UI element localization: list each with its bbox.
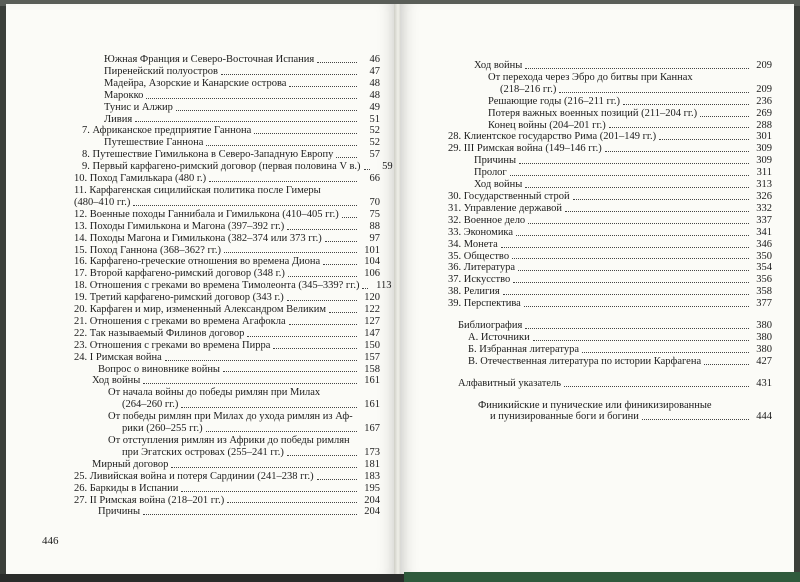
toc-entry [448,191,772,203]
toc-entry-page: 326 [756,190,772,202]
toc-entry-title: Пиренейский полуостров [104,65,218,77]
toc-entry-page: 204 [364,506,380,518]
toc-entry [62,328,380,340]
toc-entry-page: 350 [756,250,772,262]
toc-entry-page: 427 [756,355,772,367]
toc-entry [448,108,772,120]
toc-entry-title: 35. Общество [448,250,510,262]
dot-leader [564,386,749,387]
dot-leader [525,68,749,69]
toc-entry-page: 431 [756,377,772,389]
toc-entry-page: 97 [369,232,380,244]
toc-entry-page: 204 [364,494,380,506]
toc-entry-page: 75 [369,208,380,220]
toc-entry-title: 24. I Римская война [74,351,162,363]
toc-entry-title: 36. Литература [448,262,515,274]
toc-entry-page: 47 [369,65,380,77]
toc-entry [448,120,772,132]
toc-entry-title: 19. Третий карфагено-римский договор (343 г.) [74,292,284,304]
toc-entry [62,221,380,233]
dot-leader [700,116,749,117]
toc-entry-title: 17. Второй карфагено-римский договор (348 г.) [74,268,285,280]
toc-entry [62,149,380,161]
toc-entry-page: 195 [364,482,380,494]
dot-leader [181,407,357,408]
toc-entry-title: 25. Ливийская война и потеря Сардинии (241–238 гг.) [74,470,314,482]
toc-entry [62,197,380,209]
toc-entry-page: 46 [369,54,380,65]
toc-entry-title: Причины [98,506,141,518]
toc-entry-title: (480–410 гг.) [74,196,131,208]
toc-entry-page: 161 [364,375,380,387]
toc-entry-title: Тунис и Алжир [104,101,173,113]
toc-entry [448,251,772,263]
toc-entry-title: 8. Путешествие Гимилькона в Северо-Западную Европу [82,149,334,161]
toc-entry [448,274,772,286]
toc-entry-line: От начала войны до победы римлян при Милах [108,387,321,399]
toc-entry-page: 52 [369,137,380,149]
toc-entry-page: 209 [756,60,772,71]
toc-entry-title: 12. Военные походы Ганнибала и Гимилькона (410–405 гг.) [74,208,339,220]
toc-entry-page: 380 [756,343,772,355]
toc-entry-title: 26. Баркиды в Испании [74,482,179,494]
toc-entry [62,233,380,245]
dot-leader [642,419,749,420]
toc-entry [448,286,772,298]
toc-entry-page: 49 [369,101,380,113]
dot-leader [317,62,357,63]
toc-entry [62,483,380,495]
dot-leader [247,336,357,337]
dot-leader [133,205,357,206]
toc-entry-title: при Эгатских островах (255–241 гг.) [122,446,284,458]
toc-entry-title: Южная Франция и Северо-Восточная Испания [104,54,315,65]
toc-entry [62,137,380,149]
toc-entry-title: рики (260–255 гг.) [122,423,203,435]
toc-entry-title: 32. Военное дело [448,214,526,226]
toc-entry-page: 183 [364,470,380,482]
toc-entry-page: 51 [369,113,380,125]
toc-entry [62,471,380,483]
toc-entry [448,131,772,143]
toc-entry-page: 150 [364,339,380,351]
toc-entry-title: 14. Походы Магона и Гимилькона (382–374 или 373 гг.) [74,232,322,244]
toc-entry-title: Ливия [104,113,133,125]
dot-leader [510,175,749,176]
toc-entry [62,506,380,518]
toc-entry-title: 15. Поход Ганнона (368–362? гг.) [74,244,222,256]
toc-entry-page: 120 [364,292,380,304]
cover-edge [404,572,800,582]
dot-leader [206,145,357,146]
dot-leader [605,151,749,152]
toc-entry-title: Мирный договор [92,458,169,470]
toc-entry-title: 13. Походы Гимилькона и Магона (397–392 гг.) [74,220,285,232]
toc-entry-line: От отступления римлян из Африки до победы римлян [108,435,350,446]
toc-entry-title: 10. Поход Гамилькара (480 г.) [74,173,207,185]
toc-entry-line: От перехода через Эбро до битвы при Каннах [488,71,693,83]
right-toc-list [448,60,772,423]
dot-leader [659,139,749,140]
toc-entry-title: Библиография [458,320,523,332]
toc-entry-line: Финикийские и пунические или финикизированные [478,399,712,411]
toc-entry [62,161,393,173]
dot-leader [609,127,749,128]
dot-leader [273,348,357,349]
dot-leader [342,217,357,218]
toc-entry [62,316,380,328]
toc-entry-page: 301 [756,131,772,143]
toc-spacer [448,310,772,320]
toc-entry-page: 70 [369,196,380,208]
toc-entry-title: 31. Управление державой [448,202,562,214]
toc-entry [448,411,772,423]
toc-entry-page: 57 [369,149,380,161]
toc-entry [62,292,380,304]
dot-leader [289,86,357,87]
dot-leader [223,371,357,372]
dot-leader [704,364,749,365]
toc-entry-title: Решающие годы (216–211 гг.) [488,95,620,107]
toc-entry [62,209,380,221]
toc-entry-title: Пролог [474,167,507,179]
toc-entry-page: 52 [369,125,380,137]
dot-leader [525,328,749,329]
dot-leader [573,199,749,200]
dot-leader [287,300,357,301]
toc-entry-page: 113 [376,280,392,292]
toc-entry-page: 209 [756,83,772,95]
toc-entry-page: 356 [756,274,772,286]
dot-leader [325,241,357,242]
toc-entry [62,459,380,471]
toc-entry-page: 337 [756,214,772,226]
toc-entry-title: В. Отечественная литература по истории Карфагена [468,355,702,367]
toc-entry-page: 358 [756,286,772,298]
toc-entry [448,96,772,108]
toc-entry [448,215,772,227]
toc-entry-page: 332 [756,202,772,214]
toc-entry-title: 27. II Римская война (218–201 гг.) [74,494,225,506]
toc-entry [62,125,380,137]
toc-entry-page: 104 [364,256,380,268]
toc-entry [62,102,380,114]
toc-entry-page: 88 [369,220,380,232]
toc-entry [62,78,380,90]
dot-leader [287,229,357,230]
toc-entry-title: Б. Избранная литература [468,343,579,355]
dot-leader [518,270,749,271]
background-edge [0,574,404,582]
toc-entry-page: 173 [364,446,380,458]
toc-entry-title: 22. Так называемый Филинов договор [74,327,245,339]
toc-entry-page: 101 [364,244,380,256]
toc-entry [448,143,772,155]
toc-entry [62,423,380,435]
toc-entry-page: 59 [382,161,393,173]
toc-entry-title: Причины [474,155,517,167]
dot-leader [135,121,357,122]
toc-entry [62,114,380,126]
dot-leader [516,235,749,236]
dot-leader [176,110,357,111]
toc-entry [62,495,380,507]
toc-entry-page: 380 [756,331,772,343]
toc-entry-title: 28. Клиентское государство Рима (201–149 гг.) [448,131,657,143]
toc-entry [448,332,772,344]
dot-leader [317,479,357,480]
toc-entry-page: 48 [369,89,380,101]
dot-leader [336,157,357,158]
toc-entry-page: 158 [364,363,380,375]
toc-entry [62,54,380,66]
toc-entry-title: 38. Религия [448,286,500,298]
left-page [6,4,397,576]
toc-entry-title: и пунизированные боги и богини [490,411,639,423]
toc-entry [448,262,772,274]
left-toc-list [62,54,393,518]
toc-entry [448,344,772,356]
toc-entry-page: 309 [756,155,772,167]
toc-entry-title: (218–216 гг.) [500,83,557,95]
toc-entry-title: 29. III Римская война (149–146 гг.) [448,143,602,155]
toc-entry [62,304,380,316]
toc-entry [62,173,380,185]
toc-entry-page: 346 [756,238,772,250]
toc-entry-title: 21. Отношения с греками во времена Агафокла [74,315,286,327]
toc-entry-page: 147 [364,327,380,339]
dot-leader [503,294,749,295]
toc-entry-page: 106 [364,268,380,280]
toc-entry-title: Потеря важных военных позиций (211–204 гг.) [488,107,698,119]
dot-leader [221,74,357,75]
toc-entry-title: Алфавитный указатель [458,377,562,389]
dot-leader [181,491,357,492]
toc-entry-line: От победы римлян при Милах до ухода римлян из Аф- [108,411,353,423]
toc-entry-title: 30. Государственный строй [448,190,570,202]
dot-leader [513,282,749,283]
toc-entry [62,364,380,376]
toc-entry-page: 444 [756,411,772,423]
dot-leader [143,514,357,515]
dot-leader [528,223,749,224]
dot-leader [559,92,749,93]
toc-entry-title: 39. Перспектива [448,298,521,310]
toc-spacer [448,368,772,378]
toc-entry [448,179,772,191]
toc-entry-page: 167 [364,423,380,435]
dot-leader [289,324,357,325]
dot-leader [143,383,357,384]
dot-leader [364,169,370,170]
toc-entry-title: 7. Африканское предприятие Ганнона [82,125,252,137]
toc-entry-title: 37. Искусство [448,274,511,286]
toc-entry-page: 48 [369,77,380,89]
dot-leader [171,467,357,468]
toc-entry-page: 354 [756,262,772,274]
toc-entry [62,399,380,411]
toc-entry [448,239,772,251]
toc-entry [62,375,380,387]
dot-leader [165,360,357,361]
toc-entry-page: 341 [756,226,772,238]
dot-leader [582,352,749,353]
dot-leader [288,276,357,277]
toc-entry [62,280,392,292]
toc-entry-title: Ход войны [474,179,523,191]
toc-entry [448,84,772,96]
toc-entry [448,320,772,332]
toc-entry [62,245,380,257]
dot-leader [623,104,749,105]
toc-entry-title: 18. Отношения с греками во времена Тимолеонта (345–339? гг.) [74,280,360,292]
toc-entry-page: 313 [756,179,772,191]
toc-entry-page: 269 [756,107,772,119]
toc-entry [62,352,380,364]
toc-entry [448,155,772,167]
toc-entry [62,268,380,280]
toc-entry-page: 127 [364,315,380,327]
dot-leader [146,98,357,99]
toc-entry-title: 34. Монета [448,238,498,250]
toc-entry-title: А. Источники [468,331,530,343]
toc-entry-page: 377 [756,298,772,310]
toc-entry [448,378,772,390]
toc-entry [62,66,380,78]
toc-spacer [448,390,772,400]
toc-entry-title: Вопрос о виновнике войны [98,363,220,375]
toc-entry [448,167,772,179]
dot-leader [519,163,749,164]
toc-entry-page: 157 [364,351,380,363]
dot-leader [524,306,749,307]
toc-entry [448,227,772,239]
toc-entry-title: Конец войны (204–201 гг.) [488,119,606,131]
dot-leader [287,455,357,456]
toc-entry-page: 181 [364,458,380,470]
toc-entry-title: 20. Карфаген и мир, измененный Александром Великим [74,304,326,316]
dot-leader [525,187,749,188]
toc-entry-title: Ход войны [474,60,523,71]
toc-entry [62,90,380,102]
dot-leader [254,133,357,134]
toc-entry-page: 309 [756,143,772,155]
dot-leader [227,502,357,503]
toc-entry [448,298,772,310]
toc-entry-page: 288 [756,119,772,131]
toc-entry-title: Мадейра, Азорские и Канарские острова [104,77,287,89]
toc-entry-page: 236 [756,95,772,107]
toc-entry-title: Ход войны [92,375,141,387]
toc-entry-page: 122 [364,304,380,316]
dot-leader [533,340,749,341]
toc-entry [448,356,772,368]
toc-entry [448,60,772,72]
toc-entry-title: 33. Экономика [448,226,514,238]
toc-entry-title: 23. Отношения с греками во времена Пирра [74,339,271,351]
toc-entry [62,340,380,352]
toc-entry-title: Марокко [104,89,144,101]
toc-entry-title: 9. Первый карфагено-римский договор (первая половина V в.) [82,161,361,173]
dot-leader [329,312,357,313]
toc-entry-page: 380 [756,320,772,332]
dot-leader [512,258,749,259]
toc-entry-title: 16. Карфагено-греческие отношения во времена Диона [74,256,321,268]
toc-entry-page: 66 [369,173,380,185]
dot-leader [565,211,749,212]
toc-entry [62,256,380,268]
dot-leader [323,264,357,265]
page-number: 446 [42,535,59,547]
dot-leader [209,181,357,182]
toc-entry-title: Путешествие Ганнона [104,137,204,149]
right-page [400,4,794,576]
toc-entry-page: 161 [364,399,380,411]
dot-leader [206,431,357,432]
toc-entry [448,203,772,215]
toc-entry-line: 11. Карфагенская сицилийская политика после Гимеры [74,184,321,196]
dot-leader [501,247,749,248]
dot-leader [362,288,368,289]
toc-entry [62,447,380,459]
toc-entry-page: 311 [756,167,772,179]
dot-leader [224,252,357,253]
toc-entry-title: (264–260 гг.) [122,399,179,411]
